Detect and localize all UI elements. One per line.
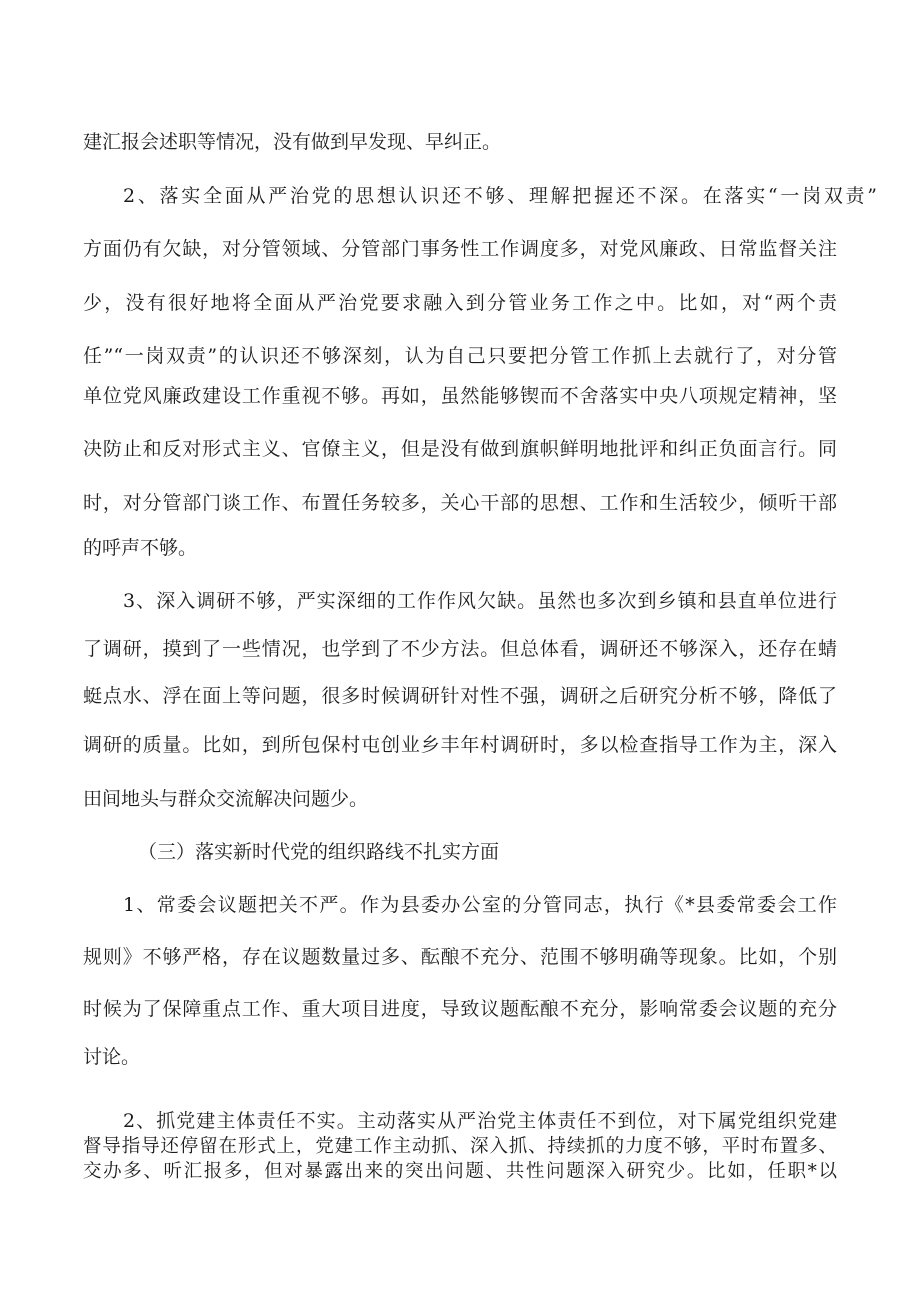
paragraph-line: 时，对分管部门谈工作、布置任务较多，关心干部的思想、工作和生活较少，倾听干部 xyxy=(83,492,837,514)
paragraph-line: 田间地头与群众交流解决问题少。 xyxy=(83,788,369,810)
paragraph-line: 单位党风廉政建设工作重视不够。再如，虽然能够锲而不舍落实中央八项规定精神，坚 xyxy=(83,385,837,407)
paragraph-line: 督导指导还停留在形式上，党建工作主动抓、深入抓、持续抓的力度不够，平时布置多、 xyxy=(83,1136,837,1157)
paragraph-line: 蜓点水、浮在面上等问题，很多时候调研针对性不强，调研之后研究分析不够，降低了 xyxy=(83,685,837,707)
paragraph-line: 调研的质量。比如，到所包保村屯创业乡丰年村调研时，多以检查指导工作为主，深入 xyxy=(83,734,837,756)
paragraph-line: 交办多、听汇报多，但对暴露出来的突出问题、共性问题深入研究少。比如，任职*以 xyxy=(83,1161,837,1182)
section-heading: （三）落实新时代党的组织路线不扎实方面 xyxy=(138,841,500,863)
paragraph-line: 的呼声不够。 xyxy=(83,537,198,559)
paragraph-line: 方面仍有欠缺，对分管领域、分管部门事务性工作调度多，对党风廉政、日常监督关注 xyxy=(83,238,837,260)
paragraph-line: 1、常委会议题把关不严。作为县委办公室的分管同志，执行《*县委常委会工作 xyxy=(123,894,837,916)
paragraph-line: 决防止和反对形式主义、官僚主义，但是没有做到旗帜鲜明地批评和纠正负面言行。同 xyxy=(83,438,837,460)
paragraph-line: 3、深入调研不够，严实深细的工作作风欠缺。虽然也多次到乡镇和县直单位进行 xyxy=(123,590,837,612)
paragraph-line: 讨论。 xyxy=(83,1046,141,1068)
paragraph-line: 少，没有很好地将全面从严治党要求融入到分管业务工作之中。比如，对“两个责 xyxy=(83,292,837,314)
paragraph-line: 了调研，摸到了一些情况，也学到了不少方法。但总体看，调研还不够深入，还存在蜻 xyxy=(83,638,837,660)
paragraph-line: 任”“一岗双责”的认识还不够深刻，认为自己只要把分管工作抓上去就行了，对分管 xyxy=(83,345,837,367)
paragraph-line: 时候为了保障重点工作、重大项目进度，导致议题酝酿不充分，影响常委会议题的充分 xyxy=(83,998,837,1020)
paragraph-line: 2、抓党建主体责任不实。主动落实从严治党主体责任不到位，对下属党组织党建 xyxy=(123,1110,837,1132)
paragraph-line: 建汇报会述职等情况，没有做到早发现、早纠正。 xyxy=(83,131,502,153)
paragraph-line: 规则》不够严格，存在议题数量过多、酝酿不充分、范围不够明确等现象。比如，个别 xyxy=(83,946,837,968)
paragraph-line: 2、落实全面从严治党的思想认识还不够、理解把握还不深。在落实“一岗双责” xyxy=(123,185,877,207)
